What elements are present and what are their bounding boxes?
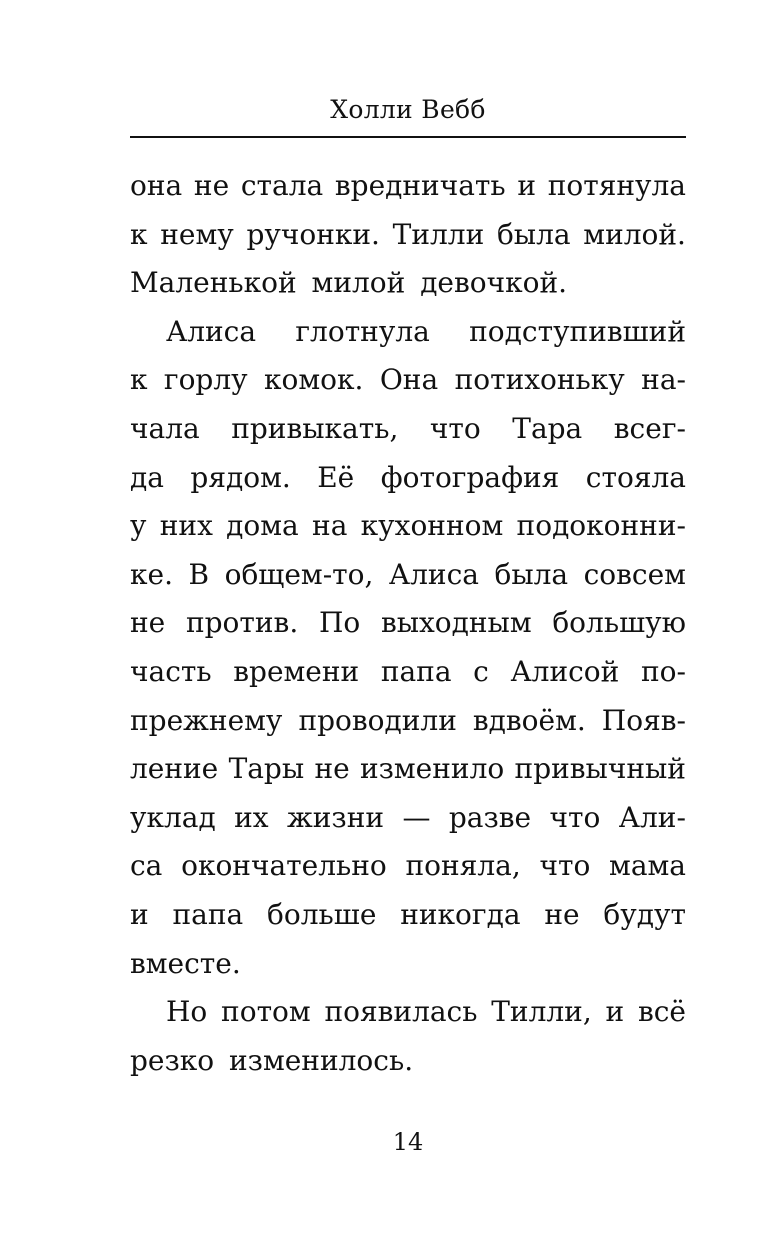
word: стала	[240, 169, 324, 202]
word: Но	[166, 995, 208, 1029]
word: всег-	[613, 411, 686, 445]
word: По	[318, 606, 361, 640]
word: фотография	[380, 460, 560, 494]
paragraph	[130, 988, 686, 1085]
text-line	[130, 308, 686, 357]
word: появилась	[324, 995, 478, 1029]
word: не	[130, 606, 166, 640]
word: совсем	[583, 557, 686, 591]
text-line	[130, 891, 686, 940]
word: окончательно	[181, 849, 387, 883]
word: общем-то,	[224, 557, 374, 591]
word: Тилли	[392, 217, 485, 251]
word: к	[130, 363, 148, 397]
word: потом	[221, 995, 311, 1029]
text-line: вместе.	[130, 946, 241, 980]
text-line	[130, 551, 686, 600]
word: кухонном	[360, 509, 504, 543]
word: на	[312, 509, 348, 543]
word: потянула	[547, 169, 686, 202]
word: времени	[233, 654, 360, 688]
text-line	[130, 697, 686, 746]
running-head: Холли Вебб	[330, 95, 486, 124]
body-text	[130, 162, 686, 1085]
paragraph	[130, 308, 686, 988]
word: привычный	[514, 752, 686, 786]
word: и	[130, 897, 149, 931]
word: ручонки.	[246, 217, 380, 251]
word: изменило	[359, 752, 505, 786]
word: по-	[640, 654, 686, 688]
word: и	[605, 995, 625, 1029]
word: будут	[603, 897, 686, 931]
word: милой.	[583, 217, 686, 251]
text-line	[130, 842, 686, 891]
header-rule	[130, 136, 686, 138]
text-line	[130, 648, 686, 697]
text-line	[130, 211, 686, 260]
word: не	[544, 897, 580, 931]
word: вдвоём.	[472, 703, 586, 737]
word: комок.	[264, 363, 364, 397]
word: Тары	[228, 752, 305, 786]
word: Алиса	[388, 557, 479, 591]
word: горлу	[163, 363, 248, 397]
page-number: 14	[392, 1128, 424, 1156]
word: всё	[637, 995, 686, 1029]
word: Появ-	[601, 703, 686, 737]
word: Алисой	[510, 654, 620, 688]
text-line	[130, 162, 686, 211]
word: разве	[448, 800, 532, 834]
word: Она	[379, 363, 439, 397]
word: привыкать,	[231, 411, 399, 445]
word: проводили	[298, 703, 457, 737]
word: против.	[185, 606, 299, 640]
word: нему	[160, 217, 234, 251]
word: Тилли,	[491, 995, 592, 1029]
word: дома	[226, 509, 299, 543]
text-line	[130, 599, 686, 648]
word: подоконни-	[516, 509, 686, 543]
word: поняла,	[405, 849, 521, 883]
word: она	[130, 169, 183, 202]
text-line	[130, 405, 686, 454]
word: уклад	[130, 800, 216, 834]
paragraph	[130, 162, 686, 308]
text-line	[130, 454, 686, 503]
word: В	[188, 557, 210, 591]
word: ление	[130, 752, 219, 786]
word: у	[130, 509, 147, 543]
word: с	[473, 654, 489, 688]
word: большую	[552, 606, 686, 640]
word: да	[130, 460, 164, 494]
word: что	[429, 411, 481, 445]
word: ке.	[130, 557, 173, 591]
word: не	[193, 169, 230, 202]
text-line: резко изменилось.	[130, 1043, 414, 1077]
text-line	[130, 745, 686, 794]
text-line: Маленькой милой девочкой.	[130, 266, 568, 300]
word: Алиса	[166, 314, 257, 348]
word: и	[517, 169, 536, 202]
word: к	[130, 217, 148, 251]
text-line	[130, 356, 686, 405]
word: Али-	[618, 800, 686, 834]
word: часть	[130, 654, 212, 688]
word: стояла	[585, 460, 686, 494]
word: папа	[380, 654, 452, 688]
word: са	[130, 849, 163, 883]
word: Её	[317, 460, 355, 494]
text-line	[130, 988, 686, 1037]
word: что	[549, 800, 601, 834]
word: потихоньку	[454, 363, 625, 397]
word: прежнему	[130, 703, 283, 737]
word: что	[539, 849, 591, 883]
word: чала	[130, 411, 200, 445]
word: вредничать	[334, 169, 506, 202]
word: была	[496, 217, 571, 251]
word: Тара	[512, 411, 583, 445]
word: жизни	[287, 800, 385, 834]
word: выходным	[380, 606, 532, 640]
word: была	[494, 557, 569, 591]
word: мама	[609, 849, 686, 883]
word: папа	[172, 897, 244, 931]
word: больше	[267, 897, 377, 931]
word: не	[314, 752, 350, 786]
word: —	[402, 800, 431, 834]
word: подступивший	[469, 314, 686, 348]
word: рядом.	[190, 460, 291, 494]
word: глотнула	[295, 314, 430, 348]
word: них	[159, 509, 213, 543]
text-line	[130, 794, 686, 843]
text-line	[130, 502, 686, 551]
word: никогда	[400, 897, 521, 931]
word: их	[234, 800, 269, 834]
word: на-	[641, 363, 686, 397]
